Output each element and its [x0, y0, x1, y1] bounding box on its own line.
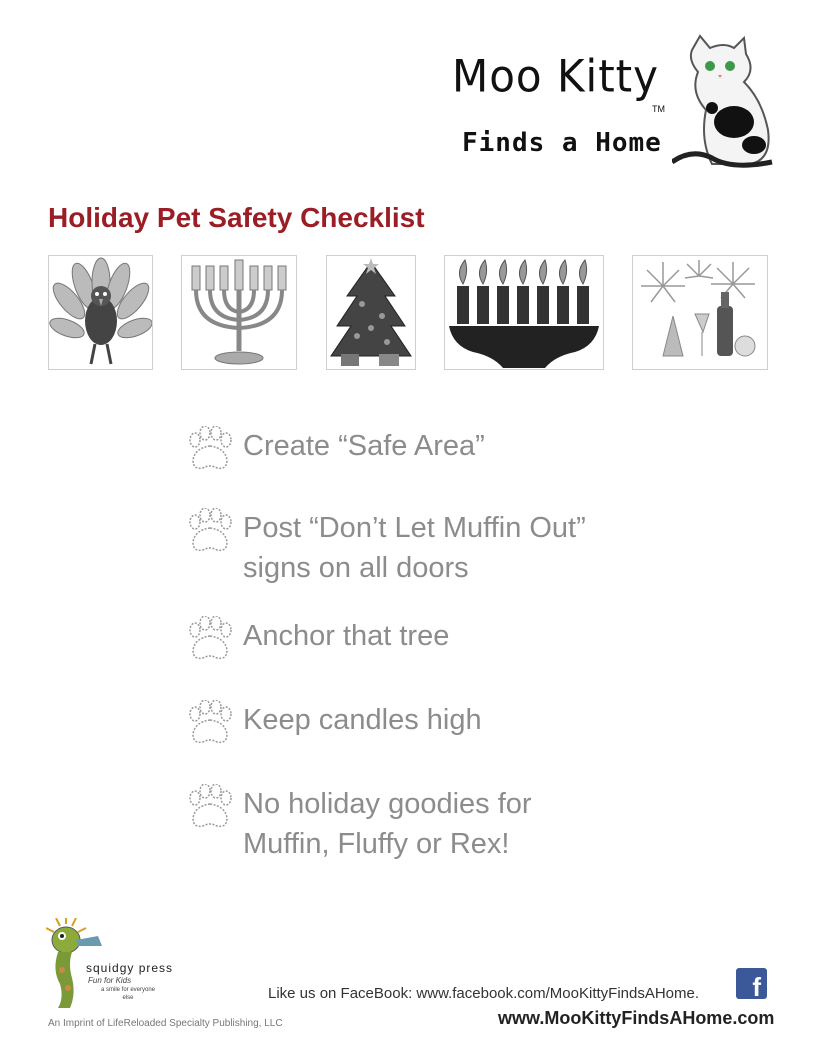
menorah-icon — [182, 256, 296, 369]
website-link[interactable]: www.MooKittyFindsAHome.com — [498, 1008, 775, 1028]
publisher-tagline: Fun for Kids — [88, 976, 132, 985]
checklist-item-text: Anchor that tree — [243, 620, 450, 652]
paw-print-icon — [185, 616, 235, 662]
checklist-item-text: Keep candles high — [243, 704, 482, 736]
menorah-image — [181, 255, 297, 370]
page-title: Holiday Pet Safety Checklist — [48, 202, 425, 233]
publisher-name: squidgy press — [86, 961, 174, 975]
kinara-image — [444, 255, 604, 370]
logo-title: Moo Kitty — [452, 50, 659, 103]
checklist-item — [185, 616, 745, 662]
checklist-item-text: Post “Don’t Let Muffin Out” signs on all doors — [243, 512, 586, 584]
paw-print-icon — [185, 700, 235, 746]
new-year-celebration-icon — [633, 256, 767, 369]
paw-print-icon — [185, 784, 235, 830]
facebook-icon[interactable]: f — [736, 968, 767, 999]
paw-print-icon — [185, 508, 235, 554]
checklist-item — [185, 426, 745, 472]
cat-mascot-icon — [672, 30, 787, 170]
turkey-image — [48, 255, 153, 370]
logo-subtitle: Finds a Home — [462, 128, 662, 158]
new-year-image — [632, 255, 768, 370]
checklist-item-text: No holiday goodies for Muffin, Fluffy or Rex! — [243, 788, 532, 860]
facebook-link-text[interactable]: Like us on FaceBook: www.facebook.com/MooKittyFindsAHome. — [268, 985, 700, 1002]
imprint-text: An Imprint of LifeReloaded Specialty Publishing, LLC — [48, 1018, 283, 1029]
checklist-item — [185, 700, 745, 746]
publisher-tagline-secondary: a smile for everyone else — [100, 987, 156, 1001]
checklist-item — [185, 508, 745, 592]
paw-print-icon — [185, 426, 235, 472]
christmas-tree-image — [326, 255, 416, 370]
logo-trademark: TM — [652, 104, 665, 114]
christmas-tree-icon — [327, 256, 415, 369]
checklist-item — [185, 784, 745, 868]
kinara-icon — [445, 256, 603, 369]
checklist-item-text: Create “Safe Area” — [243, 430, 485, 462]
turkey-icon — [49, 256, 152, 369]
